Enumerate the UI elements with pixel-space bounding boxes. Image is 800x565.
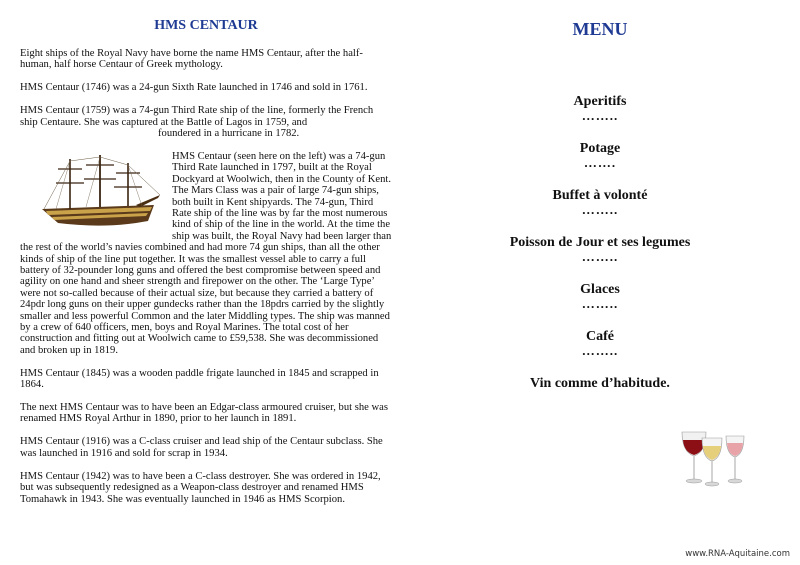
paragraph-1797-text: HMS Centaur (seen here on the left) was a 74-gun Third Rate launched in 1797, built at the Royal Dockyard at Woolwich, then in the County of Kent. The Mars Class was a pair of large 74-gun ships, both built in Kent shipyards. The 74-gun, Third Rate ship of the line was by far the most numerous kind of ship of the line in the world. At the time the ship was built, the Royal Navy had been larger than the rest of the world’s navies combined and had more 74 gun ships, than all the other kinds of ship of the line put together. It was the smallest vessel able to carry a full battery of 32-pounder long guns and offered the best compromise between speed and agility on one hand and sheer strength and firepower on the other. The ‘Large Type’ were not so-called because of their actual size, but because they carried a battery of 24pdr long guns on their upper gundecks rather than the 18pdrs carried by the slightly smaller and less powerful Common and the later Middling types. The ship was manned by a crew of 640 officers, men, boys and Royal Marines. The total cost of her construction and fitting out at Woolwich came to £59,538. She was decommissioned and broken up in 1819. (20, 150, 392, 356)
menu-item-dots: ……. (583, 155, 617, 170)
paragraph-1845: HMS Centaur (1845) was a wooden paddle frigate launched in 1845 and scrapped in 1864. (20, 367, 379, 391)
paragraph-1759 (20, 105, 392, 139)
paragraph-1916: HMS Centaur (1916) was a C-class cruiser and lead ship of the Centaur subclass. She was launched in 1916 and sold for scrap in 1934. (20, 436, 383, 459)
wine-glasses-icon (680, 428, 748, 488)
menu-item-name: Buffet à volonté (552, 188, 648, 203)
menu-item-dots: …….. (581, 296, 619, 311)
paragraph-1942: HMS Centaur (1942) was to have been a C-class destroyer. She was ordered in 1942, but was subsequently redesigned as a Weapon-class destroyer and renamed HMS Tomahawk in 1943. She was eventually launched in 1946 as HMS Scorpion. (20, 470, 381, 505)
menu-item-dots: …….. (581, 249, 619, 264)
menu-item-cafe (430, 329, 770, 357)
menu-item-poisson (430, 235, 770, 263)
intro-paragraph: Eight ships of the Royal Navy have borne the name HMS Centaur, after the half-human, half horse Centaur of Greek mythology. (20, 48, 363, 71)
page-title: HMS CENTAUR (154, 18, 258, 33)
menu-item-aperitifs (430, 94, 770, 122)
paragraph-1746: HMS Centaur (1746) was a 24-gun Sixth Rate launched in 1746 and sold in 1761. (20, 82, 368, 94)
menu-item-name: Aperitifs (573, 94, 627, 109)
menu-item-dots: …….. (581, 202, 619, 217)
menu-item-name: Glaces (580, 282, 620, 297)
paragraph-1759-text: HMS Centaur (1759) was a 74-gun Third Rate ship of the line, formerly the French ship Centaure. She was captured at the Battle of Lagos in 1759, and (20, 105, 374, 128)
menu-item-name: Café (586, 329, 614, 344)
paragraph-1797 (20, 151, 392, 356)
menu-title: MENU (572, 19, 628, 39)
paragraph-1759-continuation: foundered in a hurricane in 1782. (158, 128, 300, 140)
menu-item-potage (430, 141, 770, 169)
menu-column (430, 18, 770, 392)
paragraph-edgar-class: The next HMS Centaur was to have been an Edgar-class armoured cruiser, but she was renamed HMS Royal Arthur in 1890, prior to her launch in 1891. (20, 402, 388, 425)
menu-item-buffet (430, 188, 770, 216)
menu-item-name: Poisson de Jour et ses legumes (509, 235, 691, 250)
menu-item-dots: …….. (581, 343, 619, 358)
menu-item-dots: …….. (581, 108, 619, 123)
menu-wine-note: Vin comme d’habitude. (530, 376, 670, 391)
watermark: www.RNA-Aquitaine.com (685, 549, 790, 559)
history-column (20, 18, 392, 516)
menu-item-glaces (430, 282, 770, 310)
menu-item-name: Potage (579, 141, 621, 156)
sailing-ship-icon (36, 151, 162, 237)
